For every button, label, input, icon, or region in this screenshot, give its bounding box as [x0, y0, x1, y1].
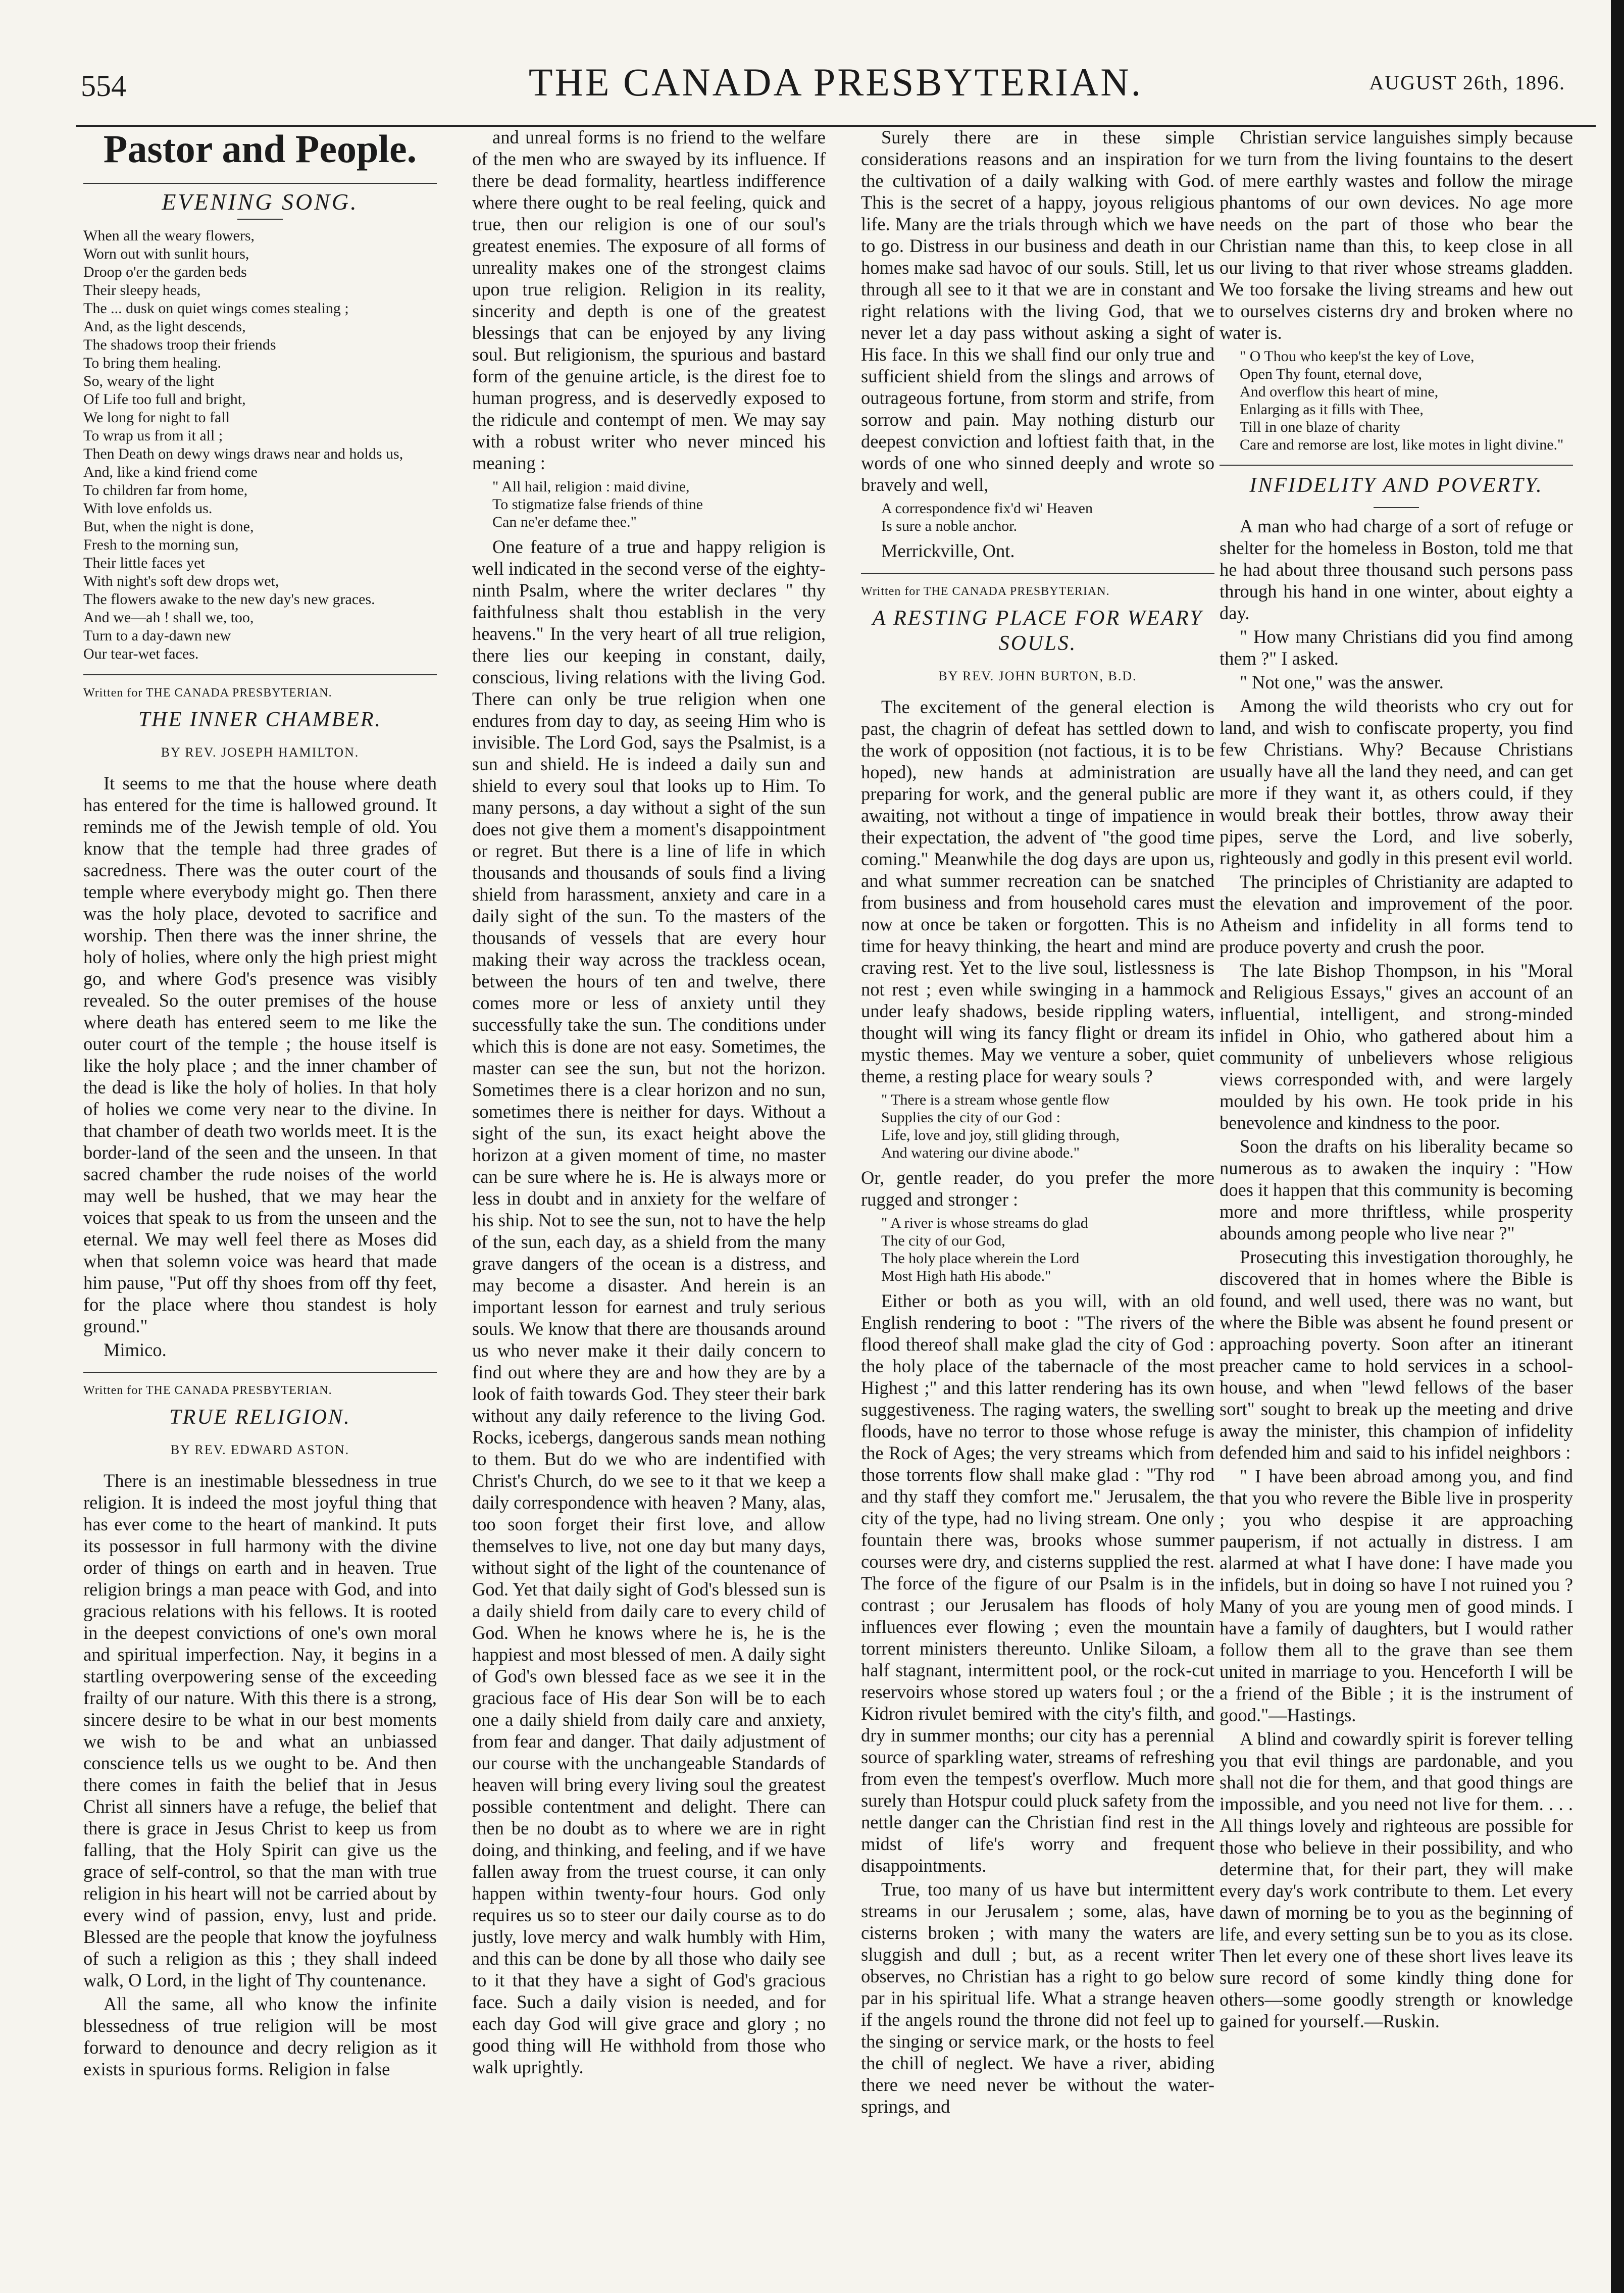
written-for-note: Written for THE CANADA PRESBYTERIAN. — [861, 585, 1110, 598]
paragraph: " How many Christians did you find among them ?" I asked. — [1220, 626, 1573, 669]
quotation — [1240, 347, 1573, 454]
paragraph: All the same, all who know the infinite blessedness of true religion will be most forward to denounce and decry religion as it exists in spurious forms. Religion in false — [83, 1993, 437, 2079]
quotation — [492, 478, 826, 531]
masthead-title: THE CANADA PRESBYTERIAN. — [528, 60, 1143, 104]
article-title: A RESTING PLACE FOR WEARY SOULS. — [872, 607, 1203, 655]
quote-line: The city of our God, — [881, 1232, 1005, 1249]
poem-title: EVENING SONG. — [162, 189, 359, 215]
quote-line: " O Thou who keep'st the key of Love, — [1240, 348, 1475, 365]
paragraph: The principles of Christianity are adapted to the elevation and improvement of the poor. Atheism and infidelity in all forms tend to produce poverty and crush the poor. — [1220, 871, 1573, 957]
paragraph: The excitement of the general election is past, the chagrin of defeat has settled down to the work of opposition (not factious, it is to be hoped), new hands at administration are preparing for work, and the general public are awaiting, not without a tinge of impatience in their expectation, the advent of "the good time coming." Meanwhile the dog days are upon us, and what summer recreation can be snatched from business and from household cares must now at once be taken or forgotten. This is no time for heavy thinking, the heart and mind are craving rest. Yet to the live soul, listlessness is not rest ; even while swinging in a hammock under leafy shadows, beside rippling waters, thought will wing its fancy flight or dream its mystic themes. May we venture a sober, quiet theme, a resting place for weary souls ? — [861, 696, 1214, 1086]
paragraph: " I have been abroad among you, and find that you who revere the Bible live in prosperity ; you who despise it are approaching pauperism, if not actually in distress. I am alarmed at what I have done: I have made you infidels, but in doing so have I not ruined you ? Many of you are young men of good minds. I have a family of daughters, but I would rather follow them all to the grave than see them united in marriage to you. Henceforth I will be a friend of the Bible ; it is the instrument of good."—Hastings. — [1220, 1466, 1573, 1725]
quotation — [881, 500, 1214, 535]
poem-line: When all the weary flowers, — [83, 227, 255, 244]
article-byline: BY REV. JOSEPH HAMILTON. — [161, 745, 360, 760]
poem-line: Turn to a day-dawn new — [83, 627, 231, 644]
poem-line: Of Life too full and bright, — [83, 391, 246, 408]
poem-line: Then Death on dewy wings draws near and holds us, — [83, 445, 403, 462]
column-4 — [1220, 126, 1573, 2263]
poem-line: But, when the night is done, — [83, 518, 254, 535]
poem-line: With love enfolds us. — [83, 500, 213, 517]
quote-line: Is sure a noble anchor. — [881, 518, 1018, 534]
issue-date: AUGUST 26th, 1896. — [1369, 71, 1565, 94]
poem-line: Our tear-wet faces. — [83, 645, 199, 662]
poem — [83, 227, 437, 663]
article-byline: BY REV. EDWARD ASTON. — [170, 1442, 350, 1457]
quote-line: " There is a stream whose gentle flow — [881, 1091, 1110, 1108]
article-byline: BY REV. JOHN BURTON, B.D. — [938, 669, 1137, 683]
poem-line: To wrap us from it all ; — [83, 427, 223, 444]
poem-line: The ... dusk on quiet wings comes stealing ; — [83, 300, 349, 317]
quote-line: Supplies the city of our God : — [881, 1109, 1060, 1126]
column-2 — [472, 126, 826, 2263]
column-3 — [861, 126, 1214, 2263]
article-body — [861, 126, 1214, 495]
article-title: TRUE RELIGION. — [169, 1406, 351, 1429]
article-body — [83, 1470, 437, 2080]
poem-line: Their sleepy heads, — [83, 282, 201, 298]
paragraph: One feature of a true and happy religion is well indicated in the second verse of the eighty-ninth Psalm, where the writer declares " thy faithfulness shalt thou establish in the very heavens." In the very heart of all true religion, there lies our keeping in constant, daily, conscious, living relations with the living God. There can only be true religion when one endures from day to day, as seeing Him who is invisible. The Lord God, says the Psalmist, is a sun and shield. He is indeed a daily sun and shield to every soul that looks up to Him. To many persons, a day without a sight of the sun does not give them a moment's disappointment or regret. But there is a line of life in which thousands and thousands of souls find a living shield from harassment, anxiety and care in a daily sight of the sun. To the masters of the thousands of vessels that are every hour making their way across the trackless ocean, between the hours of ten and twelve, there comes more or less of anxiety until they successfully take the sun. The conditions under which this is done are not easy. Sometimes, the master can see the sun, but not the horizon. Sometimes there is a clear horizon and no sun, sometimes there is neither for days. Without a sight of the sun, its exact height above the horizon at a given moment of time, no master can be sure where he is. He is always more or less in doubt and in anxiety for the welfare of his ship. Not to see the sun, not to have the help of the sun, each day, as a shield from the many grave dangers of the ocean is a distress, and may become a disaster. And herein is an important lesson for earnest and truly serious souls. We know that there are thousands around us who never make it their daily concern to find out where they are and how they are by a look of faith towards God. They steer their bark without any daily reference to the living God. Rocks, icebergs, dangerous sands mean nothing to them. But do we who are indentified with Christ's Church, do we see to it that we keep a daily correspondence with heaven ? Many, alas, too soon forget their first love, and allow themselves to live, not one day but many days, without sight of the light of the countenance of God. Yet that daily sight of God's blessed sun is a daily shield from daily care to every child of God. When he knows where he is, he is the happiest and most blessed of men. A daily sight of God's own blessed face as we see it in the gracious face of His dear Son will be to each one a daily shield from daily care and anxiety, from fear and danger. That daily adjustment of our course with the unchangeable Standards of heaven will bring every living soul the greatest possible contentment and delight. There can then be no doubt as to where we are in right doing, and thinking, and feeling, and if we have fallen away from the truest course, it can only happen within twenty-four hours. God only requires us so to steer our daily course as to do justly, love mercy and walk humbly with Him, and this can be done by all those who daily see to it that they have a sight of God's gracious face. Such a daily vision is needed, and for each day God will give grace and glory ; no good thing will He withhold from those who walk uprightly. — [472, 536, 826, 2077]
quote-line: Enlarging as it fills with Thee, — [1240, 401, 1424, 418]
poem-line: So, weary of the light — [83, 373, 215, 389]
paragraph: A man who had charge of a sort of refuge or shelter for the homeless in Boston, told me that he had about three thousand such persons pass through his hand in one winter, about eighty a day. — [1220, 516, 1573, 623]
paragraph: It seems to me that the house where death has entered for the time is hallowed ground. It reminds me of the Jewish temple of old. You know that the temple had three grades of sacredness. There was the outer court of the temple where everybody might go. Then there was the holy place, devoted to sacrifice and worship. Then there was the inner shrine, the holy of holies, where only the high priest might go, and where God's presence was visibly revealed. So the outer premises of the house where death has entered seem to me like the outer court of the temple ; the house itself is like the holy place ; and the inner chamber of the dead is like the holy of holies. In that holy of holies we come very near to the divine. In that chamber of death two worlds meet. It is the border-land of the seen and the unseen. In that sacred chamber the rude noises of the world may well be hushed, that we may hear the voices that speak to us from the unseen and the eternal. We may well feel there as Moses did when that solemn voice was heard that made him pause, "Put off thy shoes from off thy feet, for the place where thou standest is holy ground." — [83, 773, 437, 1336]
paragraph: Either or both as you will, with an old English rendering to boot : "The rivers of the flood thereof shall make glad the city of God : the holy place of the tabernacle of the most Highest ;" and this latter rendering has its own suggestiveness. The raging waters, the swelling floods, have no terror to those whose refuge is the Rock of Ages; the very streams which from those torrents flow shall make glad : "Thy rod and thy staff they comfort me." Jerusalem, the city of the type, had no living stream. One only fountain there was, brooks whose summer courses were dry, and cisterns supplied the rest. The force of the figure of our Psalm is in the contrast ; our Jerusalem has floods of holy influences ever flowing ; even the mountain torrent ministers thereunto. Unlike Siloam, a half stagnant, intermittent pool, or the rock-cut reservoirs whose stored up waters foul ; or the Kidron rivulet bemired with the city's filth, and dry in summer months; our city has a perennial source of sparkling water, streams of refreshing from even the tempest's overflow. Much more surely than Hotspur could pluck safety from the nettle danger can the Christian find rest in the midst of life's worry and frequent disappointments. — [861, 1290, 1214, 1876]
divider — [83, 1372, 437, 1373]
paragraph: There is an inestimable blessedness in true religion. It is indeed the most joyful thing that has ever come to the heart of mankind. It puts its possessor in full harmony with the divine order of things on earth and in heaven. True religion brings a man peace with God, and into gracious relations with his fellows. It is rooted in the deepest convictions of one's own moral and spiritual imperfection. Nay, it begins in a startling overpowering sense of the exceeding frailty of our nature. With this there is a strong, sincere desire to be what in our best moments we wish to be and what an unbiassed conscience tells us we ought to be. And then there comes in faith the belief that in Jesus Christ all sinners have a refuge, the belief that there is grace in Jesus Christ to keep us from falling, that the Holy Spirit can give us the grace of self-control, so that the man with true religion in his heart will not be carried about by every wind of passion, envy, lust and pride. Blessed are the people that know the joyfulness of such a religion as this ; they shall indeed walk, O Lord, in the light of Thy countenance. — [83, 1470, 437, 1990]
written-for-note: Written for THE CANADA PRESBYTERIAN. — [83, 1384, 332, 1397]
quote-line: The holy place wherein the Lord — [881, 1250, 1080, 1267]
article-title: THE INNER CHAMBER. — [138, 708, 382, 731]
poem-line: To bring them healing. — [83, 355, 221, 371]
paragraph: A blind and cowardly spirit is forever telling you that evil things are pardonable, and you shall not die for them, and that good things are impossible, and you need not live for them. . . . All things lovely and righteous are possible for those who believe in their possibility, and who determine that, for their part, they will make every day's work contribute to them. Let every dawn of morning be to you as the beginning of life, and every setting sun be to you as its close. Then let every one of these short lives leave its sure record of some kindly thing done for others—some goodly strength or knowledge gained for yourself.—Ruskin. — [1220, 1728, 1573, 2031]
article-place: Mimico. — [104, 1339, 167, 1360]
paragraph: Among the wild theorists who cry out for land, and wish to confiscate property, you find few Christians. Why? Because Christians usually have all the land they need, and can get more if they want it, as others could, if they would break their bottles, throw away their pipes, serve the Lord, and live soberly, righteously and godly in this present evil world. — [1220, 695, 1573, 868]
column-1 — [83, 126, 437, 2263]
divider — [1374, 507, 1419, 508]
paragraph: Christian service languishes simply because we turn from the living fountains to the desert of mere earthly wastes and follow the mirage phantoms of our own devices. No age more needs on the part of those who bear the Christian name than this, to keep close in all our living to that river whose streams gladden. We too forsake the living streams and hew out to ourselves cisterns dry and broken where no water is. — [1220, 127, 1573, 343]
article-title: INFIDELITY AND POVERTY. — [1249, 474, 1543, 497]
section-title: Pastor and People. — [103, 127, 417, 171]
poem-line: And we—ah ! shall we, too, — [83, 609, 254, 626]
poem-line: Droop o'er the garden beds — [83, 264, 247, 280]
article-body — [861, 1290, 1214, 2117]
paragraph: True, too many of us have but intermittent streams in our Jerusalem ; some, alas, have cisterns broken ; with many the waters are sluggish and dull ; but, as a recent writer observes, no Christian has a right to go below par in his spiritual life. What a strange heaven if the angels round the throne did not feel up to the singing or service mark, or the hosts to feel the chill of neglect. We have a river, abiding there we need never be without the water-springs, and — [861, 1879, 1214, 2117]
divider — [83, 674, 437, 675]
quote-line: Till in one blaze of charity — [1240, 419, 1400, 435]
article-body — [83, 772, 437, 1337]
page-number: 554 — [81, 69, 126, 103]
quotation — [881, 1091, 1214, 1162]
quote-line: " All hail, religion : maid divine, — [492, 478, 690, 495]
poem-line: To children far from home, — [83, 482, 248, 499]
poem-line: Their little faces yet — [83, 555, 205, 571]
poem-line: The flowers awake to the new day's new graces. — [83, 591, 375, 608]
paragraph: " Not one," was the answer. — [1240, 672, 1444, 692]
quote-line: " A river is whose streams do glad — [881, 1215, 1088, 1231]
quotation — [881, 1214, 1214, 1285]
page-header — [76, 60, 1596, 127]
poem-line: With night's soft dew drops wet, — [83, 573, 279, 589]
article-body — [472, 126, 826, 474]
quote-line: And watering our divine abode." — [881, 1144, 1080, 1161]
divider — [1220, 465, 1573, 466]
written-for-note: Written for THE CANADA PRESBYTERIAN. — [83, 686, 332, 700]
quote-line: Life, love and joy, still gliding through, — [881, 1127, 1120, 1143]
article-body — [472, 536, 826, 2078]
binding-edge — [1611, 0, 1624, 2293]
paragraph: Surely there are in these simple considerations reasons and an inspiration for the cultivation of a daily walking with God. This is the secret of a happy, joyous religious life. Many are the trials through which we have to go. Distress in our business and death in our homes make sad havoc of our souls. Still, let us through all see to it that we are in constant and right relations with the living God, that we never let a day pass without asking a sight of His face. In this we shall find our only true and sufficient shield from the slings and arrows of outrageous fortune, from storm and strife, from sorrow and pain. May nothing disturb our deepest conviction and loftiest faith that, in the words of one who sinned deeply and wrote so bravely and well, — [861, 127, 1214, 495]
quote-line: Open Thy fount, eternal dove, — [1240, 366, 1423, 382]
quote-line: Can ne'er defame thee." — [492, 514, 637, 530]
quote-line: Care and remorse are lost, like motes in light divine." — [1240, 436, 1564, 453]
poem-line: And, like a kind friend come — [83, 464, 258, 480]
article-place: Merrickville, Ont. — [881, 540, 1015, 561]
poem-line: Fresh to the morning sun, — [83, 536, 239, 553]
article-body — [1220, 126, 1573, 343]
divider — [83, 183, 437, 184]
quote-line: To stigmatize false friends of thine — [492, 496, 703, 513]
quote-line: A correspondence fix'd wi' Heaven — [881, 500, 1093, 517]
paragraph: The late Bishop Thompson, in his "Moral and Religious Essays," gives an account of an influential, intelligent, and strong-minded infidel in Ohio, who gathered about him a community of unbelievers whose religious views corresponded with, and were largely moulded by his own. He took pride in his benevolence and kindness to the poor. — [1220, 960, 1573, 1133]
article-body — [1220, 515, 1573, 2032]
poem-line: And, as the light descends, — [83, 318, 246, 335]
poem-line: We long for night to fall — [83, 409, 230, 426]
divider — [237, 219, 283, 220]
divider — [861, 573, 1214, 574]
paragraph: and unreal forms is no friend to the welfare of the men who are swayed by its influence. If there be dead formality, heartless indifference where there ought to be real feeling, quick and true, then our religion is one of our soul's greatest enemies. The exposure of all forms of unreality makes one of the strongest claims upon true religion. Religion in its reality, sincerity and depth is one of the greatest blessings that can be enjoyed by any living soul. But religionism, the spurious and bastard form of the genuine article, is the direst foe to human progress, and is deservedly exposed to the ridicule and contempt of men. We may say with a robust writer who never minced his meaning : — [472, 127, 826, 473]
paragraph: Or, gentle reader, do you prefer the more rugged and stronger : — [861, 1167, 1214, 1210]
quote-line: And overflow this heart of mine, — [1240, 383, 1439, 400]
paragraph: Prosecuting this investigation thoroughly, he discovered that in homes where the Bible is found, and well used, there was no want, but where the Bible was absent he found present or approaching poverty. Soon after an itinerant preacher came to hold services in a school-house, and when "lewd fellows of the baser sort" sought to break up the meeting and drive away the minister, this champion of infidelity defended him and said to his infidel neighbors : — [1220, 1247, 1573, 1463]
paragraph: Soon the drafts on his liberality became so numerous as to awaken the inquiry : "How does it happen that this community is becoming more and more thriftless, while prosperity abounds among people who live near ?" — [1220, 1136, 1573, 1243]
quote-line: Most High hath His abode." — [881, 1268, 1051, 1284]
poem-line: Worn out with sunlit hours, — [83, 245, 249, 262]
article-body — [861, 696, 1214, 1087]
poem-line: The shadows troop their friends — [83, 336, 276, 353]
